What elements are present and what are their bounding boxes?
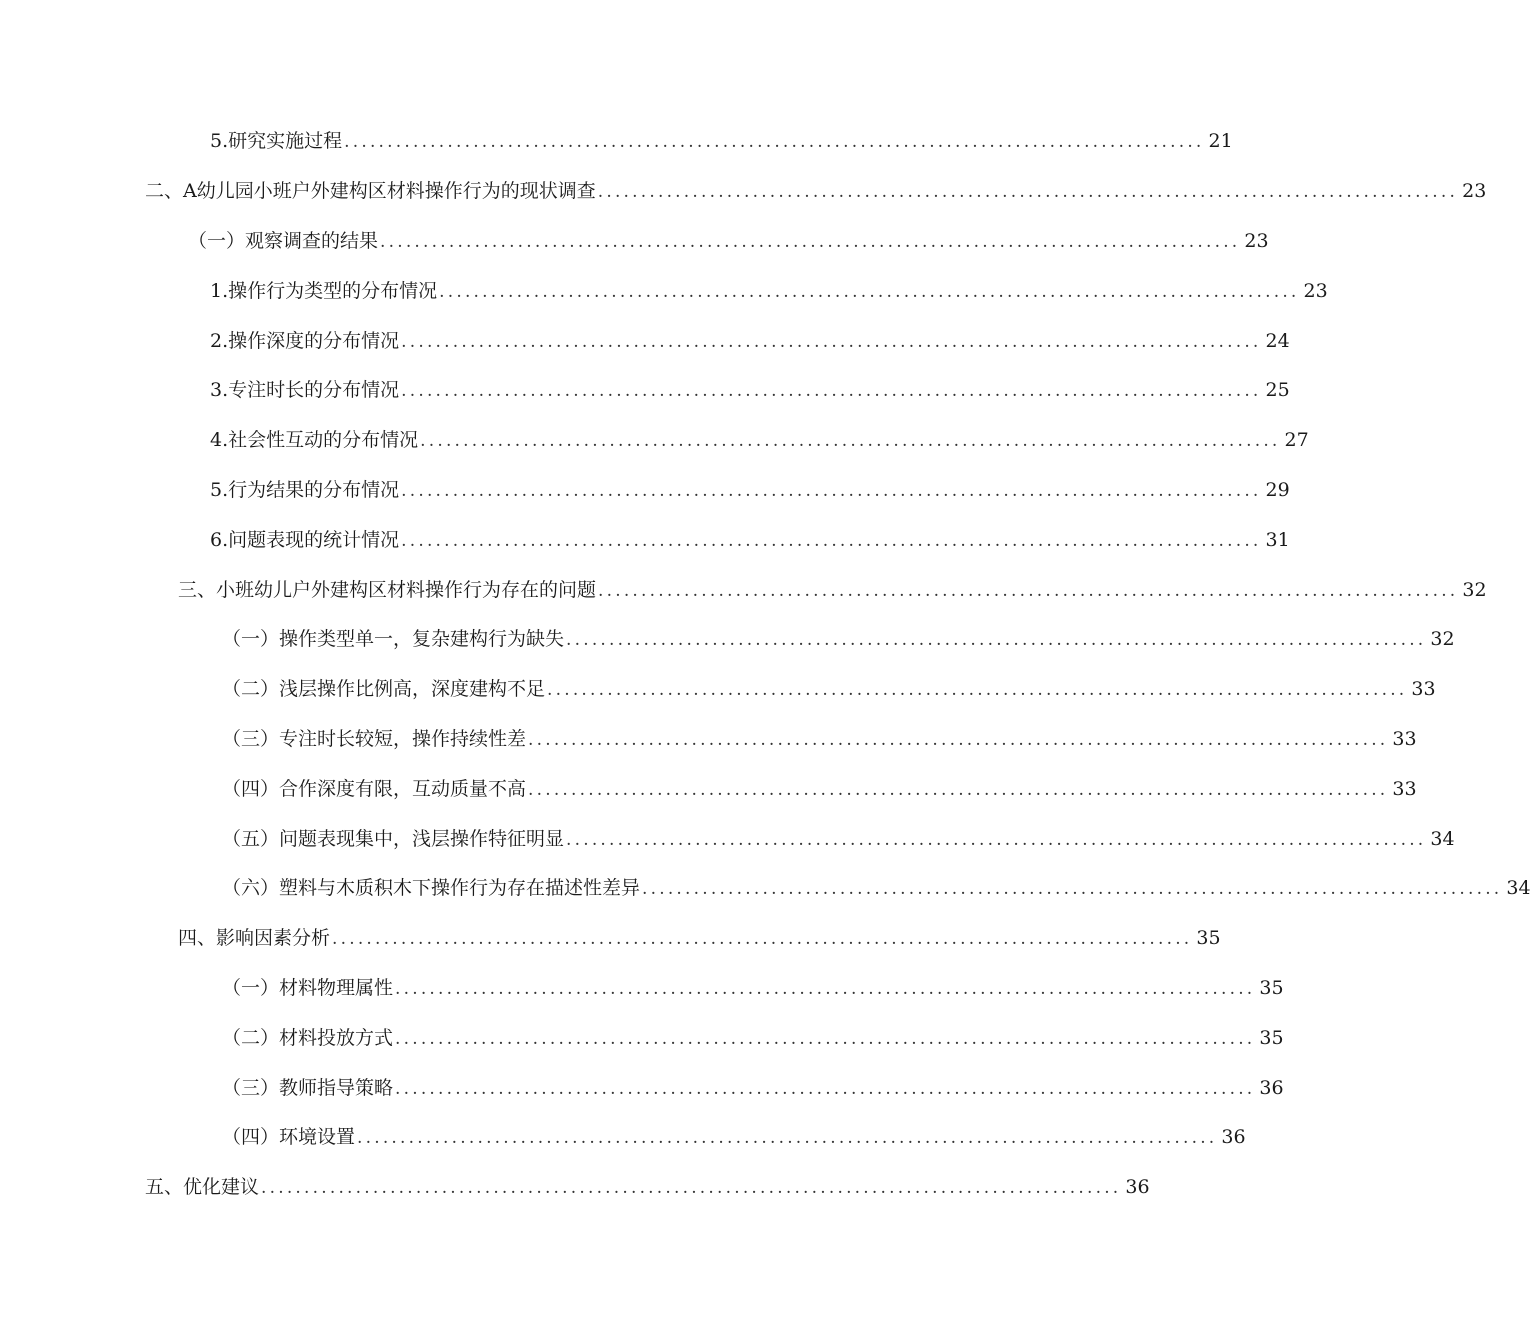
- toc-entry[interactable]: [0, 713, 1417, 763]
- toc-leader-dots: ....................................................................................................: [439, 281, 1300, 302]
- toc-entry-title: （四）环境设置: [222, 1126, 356, 1149]
- toc-entry[interactable]: [0, 613, 1455, 663]
- toc-entry-page: 34: [1506, 877, 1531, 900]
- toc-entry[interactable]: [0, 1011, 1284, 1061]
- toc-entry-page: 27: [1284, 429, 1309, 452]
- toc-entry-title: （一）材料物理属性: [222, 976, 394, 999]
- toc-entry-page: 34: [1430, 827, 1455, 850]
- toc-leader-dots: ....................................................................................................: [395, 1028, 1256, 1049]
- toc-leader-dots: ....................................................................................................: [344, 132, 1205, 153]
- toc-entry[interactable]: [0, 264, 1328, 314]
- toc-entry-title: 二、A幼儿园小班户外建构区材料操作行为的现状调查: [145, 180, 596, 203]
- toc-leader-dots: ....................................................................................................: [401, 480, 1262, 501]
- toc-entry-title: （三）教师指导策略: [222, 1076, 394, 1099]
- toc-leader-dots: ....................................................................................................: [357, 1128, 1218, 1149]
- toc-entry-page: 31: [1265, 528, 1290, 551]
- toc-leader-dots: ....................................................................................................: [401, 530, 1262, 551]
- toc-entry-title: （五）问题表现集中，浅层操作特征明显: [222, 827, 565, 850]
- toc-entry-title: 5.研究实施过程: [210, 130, 343, 153]
- toc-entry[interactable]: [0, 1161, 1150, 1211]
- toc-entry[interactable]: [0, 962, 1284, 1012]
- toc-entry[interactable]: [0, 464, 1290, 514]
- toc-entry-title: （六）塑料与木质积木下操作行为存在描述性差异: [222, 877, 641, 900]
- toc-entry-page: 36: [1125, 1176, 1150, 1199]
- toc-leader-dots: ....................................................................................................: [261, 1178, 1122, 1199]
- toc-entry[interactable]: [0, 165, 1487, 215]
- toc-entry[interactable]: [0, 1061, 1284, 1111]
- toc-entry-page: 24: [1265, 329, 1290, 352]
- toc-entry[interactable]: [0, 215, 1269, 265]
- toc-entry-page: 32: [1462, 578, 1487, 601]
- toc-leader-dots: ....................................................................................................: [528, 779, 1389, 800]
- toc-leader-dots: ....................................................................................................: [332, 929, 1193, 950]
- toc-entry-title: 4.社会性互动的分布情况: [210, 429, 419, 452]
- toc-leader-dots: ....................................................................................................: [547, 680, 1408, 701]
- toc-leader-dots: ....................................................................................................: [380, 231, 1241, 252]
- toc-entry-page: 33: [1392, 727, 1417, 750]
- toc-entry-page: 25: [1265, 379, 1290, 402]
- toc-entry-title: 6.问题表现的统计情况: [210, 528, 400, 551]
- toc-entry[interactable]: [0, 364, 1290, 414]
- toc-entry[interactable]: [0, 762, 1417, 812]
- toc-entry-title: （一）操作类型单一，复杂建构行为缺失: [222, 628, 565, 651]
- toc-entry-title: （二）浅层操作比例高，深度建构不足: [222, 678, 546, 701]
- toc-entry[interactable]: [0, 414, 1309, 464]
- toc-entry-page: 23: [1462, 180, 1487, 203]
- toc-entry-page: 35: [1259, 976, 1284, 999]
- toc-leader-dots: ....................................................................................................: [401, 331, 1262, 352]
- toc-leader-dots: ....................................................................................................: [597, 182, 1459, 203]
- toc-entry-title: （一）观察调查的结果: [188, 229, 379, 252]
- toc-entry[interactable]: [0, 812, 1455, 862]
- toc-entry-page: 36: [1259, 1076, 1284, 1099]
- toc-leader-dots: ....................................................................................................: [642, 879, 1503, 900]
- toc-entry-title: （二）材料投放方式: [222, 1026, 394, 1049]
- toc-entry-title: 四、影响因素分析: [178, 927, 331, 950]
- toc-entry[interactable]: [0, 563, 1487, 613]
- toc-entry-page: 35: [1196, 927, 1221, 950]
- table-of-contents: [0, 115, 1531, 1211]
- toc-entry-title: （三）专注时长较短，操作持续性差: [222, 727, 527, 750]
- toc-entry[interactable]: [0, 513, 1290, 563]
- toc-leader-dots: ....................................................................................................: [566, 630, 1427, 651]
- toc-entry-page: 29: [1265, 478, 1290, 501]
- toc-leader-dots: ....................................................................................................: [395, 1078, 1256, 1099]
- toc-entry[interactable]: [0, 663, 1436, 713]
- toc-leader-dots: ....................................................................................................: [395, 978, 1256, 999]
- toc-entry-page: 21: [1208, 130, 1233, 153]
- toc-entry-title: （四）合作深度有限，互动质量不高: [222, 777, 527, 800]
- toc-entry-page: 35: [1259, 1026, 1284, 1049]
- toc-entry-page: 33: [1411, 678, 1436, 701]
- toc-leader-dots: ....................................................................................................: [566, 829, 1427, 850]
- toc-entry[interactable]: [0, 862, 1531, 912]
- toc-entry[interactable]: [0, 314, 1290, 364]
- toc-entry-page: 33: [1392, 777, 1417, 800]
- toc-entry-title: 3.专注时长的分布情况: [210, 379, 400, 402]
- toc-entry[interactable]: [0, 1111, 1246, 1161]
- toc-entry-page: 23: [1303, 279, 1328, 302]
- toc-entry-title: 五、优化建议: [145, 1176, 260, 1199]
- toc-leader-dots: ....................................................................................................: [401, 381, 1262, 402]
- toc-entry-title: 三、小班幼儿户外建构区材料操作行为存在的问题: [178, 578, 597, 601]
- toc-leader-dots: ....................................................................................................: [528, 729, 1389, 750]
- toc-entry-page: 23: [1244, 229, 1269, 252]
- toc-leader-dots: ....................................................................................................: [420, 431, 1281, 452]
- toc-entry-page: 32: [1430, 628, 1455, 651]
- toc-leader-dots: ....................................................................................................: [598, 580, 1459, 601]
- toc-entry-title: 2.操作深度的分布情况: [210, 329, 400, 352]
- toc-entry[interactable]: [0, 912, 1221, 962]
- toc-entry-title: 5.行为结果的分布情况: [210, 478, 400, 501]
- toc-entry[interactable]: [0, 115, 1233, 165]
- toc-entry-page: 36: [1221, 1126, 1246, 1149]
- toc-entry-title: 1.操作行为类型的分布情况: [210, 279, 438, 302]
